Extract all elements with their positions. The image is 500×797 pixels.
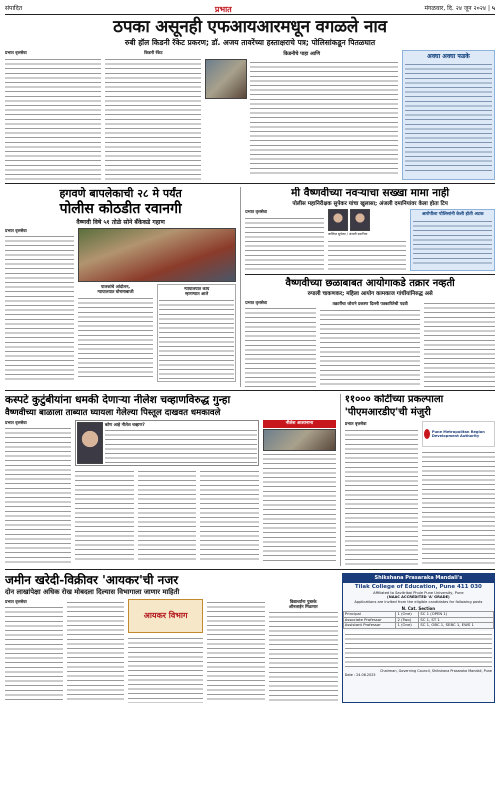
issue-date: मंगळवार, दि. २४ जून २०२४ | ५ [424,4,495,12]
story1-side-title: अवघा अवघा फडके [427,53,470,61]
story3: मी वैष्णवीच्या नवऱ्याचा सख्खा मामा नाही पोलीस महानिरीक्षक सुपेकर यांचा खुलासा; अंजली दमानियांवर केला होता टिप प्रभात वृत्तसेवा जालिंदर सुपेकर / अंजली दमानिया आरोपीला पोलिसांनी केली होती अटक वैष्णवीच्या छळाबाबत आयोगाकडे तक्रार नव्हती रुपाली चाकणकर; महिला आयोग कामकाज गांधींयांनिरुद्ध असे प्रभात वृत्तसेवा तक्रारींचा जोराने प्रकरण दिल्ली पत्रकारितेची पदवी [245,187,495,387]
ad-date: Date : 24.06.2025 [344,673,376,678]
story7-dateline: प्रभात वृत्तसेवा [5,598,27,604]
story5-box-title: कोण आहे नीलेश चव्हाण? [104,422,145,428]
story5-dateline: प्रभात वृत्तसेवा [5,420,27,426]
story7 [5,573,338,703]
story5-headline1: कस्पटे कुटुंबीयांना धमकी देणाऱ्या नीलेश चव्हाणविरुद्ध गुन्हा [5,394,231,407]
caption-damania: अंजली दमानिया [348,232,368,237]
story3-sub: पोलीस महानिरीक्षक सुपेकर यांचा खुलासा; अंजली दमानियांवर केला होता टिप [292,200,448,207]
table-row: Assistant Professor 1 (One) SC 1, OBC 1, SEBC 1, EWS 1 [343,623,493,629]
story3-headline: मी वैष्णवीच्या नवऱ्याचा सख्खा मामा नाही [291,187,450,200]
story5 [5,394,336,566]
story7-box-title: विद्यार्थ्यांना पुस्तके [289,598,317,604]
story6-dateline: प्रभात वृत्तसेवा [344,421,367,427]
ad-posts-table [343,611,494,629]
story2-headline2: पोलीस कोठडीत रवानगी [59,201,182,218]
story6-headline1: ११००० कोटींच्या प्रकल्पाला [344,394,444,406]
ad-footer: Chairman, Governing Council, Shikshana Prasaraka Mandali, Pune [380,669,492,674]
story1-headline: ठपका असूनही एफआयआरमधून वगळले नाव [113,17,387,37]
story1-subtitle: किडनी रॅकेट [144,50,163,56]
story2-box-sub: म्हणण्यात आले [185,291,209,297]
story2-protest-photo [78,228,236,282]
story4-box-title: तक्रारींचा जोराने प्रकरण दिल्ली पत्रकारितेची पदवी [332,300,408,306]
college-advertisement [342,573,495,703]
lower-block [5,394,495,566]
story1-dateline: प्रभात वृत्तसेवा [5,50,27,56]
ad-org: Shikshana Prasaraka Mandali's [343,574,494,582]
story1-body [5,50,495,180]
ad-notice: Applications are invited from the eligible candidates for following posts [354,600,483,605]
story2-dateline: प्रभात वृत्तसेवा [5,228,27,234]
table-row: Principal 1 (One) SC 1 (OPEN 1) [343,611,493,617]
story1-subhead: रुबी हॉल किडनी रॅकेट प्रकरण; डॉ. अजय तावरेंच्या हस्ताक्षराचे पत्र; पोलिसांकडून पितळघात [124,38,376,47]
story2-box-title: न्यायालयात काय [184,286,210,292]
story5-headline2: वैष्णवीच्या बाळाला ताब्यात घ्यायला गेलेल्या पिस्तूल दाखवत धमकावले [5,407,221,418]
story6 [345,394,495,566]
story2-sub: वैष्णवी विषे ५१ तोळे सोने बँकेकडे गहाण [76,218,165,226]
story2-headline1: हगवणे बापलेकाची २८ मे पर्यंत [59,187,182,201]
brand-logo: प्रभात [214,3,232,14]
damania-photo [350,209,370,231]
story7-headline1: जमीन खरेदी-विक्रीवर 'आयकर'ची नजर [5,573,179,588]
story4-headline: वैष्णवीच्या छळाबाबत आयोगाकडे तक्रार नव्हती [285,278,455,290]
ad-college: Tilak College of Education, Pune 411 030 [354,583,482,590]
section-name: संपादित [5,4,23,12]
pmrda-logo: Pune Metropolitan Region Development Authority [422,421,495,447]
story5-side-title: नीलेश आशानाना [263,420,335,428]
story6-headline2: 'पीएमआरडीए'ची मंजुरी [344,406,431,418]
table-row: Associate Professor 2 (Two) SC 1, ST 1 [343,617,493,623]
middle-block [5,187,495,387]
ad-naac: (NAAC ACCREDITED 'A' GRADE) [387,594,450,599]
story1-box-title: किडनीचे पाहा आणि [283,51,321,58]
story1-text-col2 [105,56,201,180]
page-header [5,3,495,15]
bottom-block [5,573,495,703]
story2-caption2: न्यायालयात घोषणाबाजी [97,289,134,295]
supekar-photo [328,209,348,231]
nilesh-photo [77,422,103,464]
story2-caption1: पालकांचे आंदोलन, [100,284,130,290]
story3-dateline: प्रभात वृत्तसेवा [245,209,267,215]
caption-supekar: जालिंदर सुपेकर [327,232,346,237]
story1-text-col1 [5,56,101,180]
story7-headline2: दोन लाखांपेक्षा अधिक रोख मोबदला दिल्यास विभागाला जाणार माहिती [5,588,180,597]
ad-cap: N. Cat. Section [401,605,436,611]
story2 [5,187,236,387]
story4-sub: रुपाली चाकणकर; महिला आयोग कामकाज गांधींयांनिरुद्ध असे [307,290,433,297]
story1-text-col3 [250,59,397,175]
story1-kidney-image [205,59,247,99]
income-tax-image: आयकर विभाग [128,599,203,633]
story4-dateline: प्रभात वृत्तसेवा [245,299,267,305]
story1-side-box [402,50,495,180]
ad-affil: Affiliated to Savitribai Phule Pune University, Pune [373,590,464,595]
story5-box [75,420,259,466]
story7-box-sub: ऑनलाईन मिळणार [288,604,318,610]
story3-side-box: आरोपीला पोलिसांनी केली होती अटक [410,209,495,271]
